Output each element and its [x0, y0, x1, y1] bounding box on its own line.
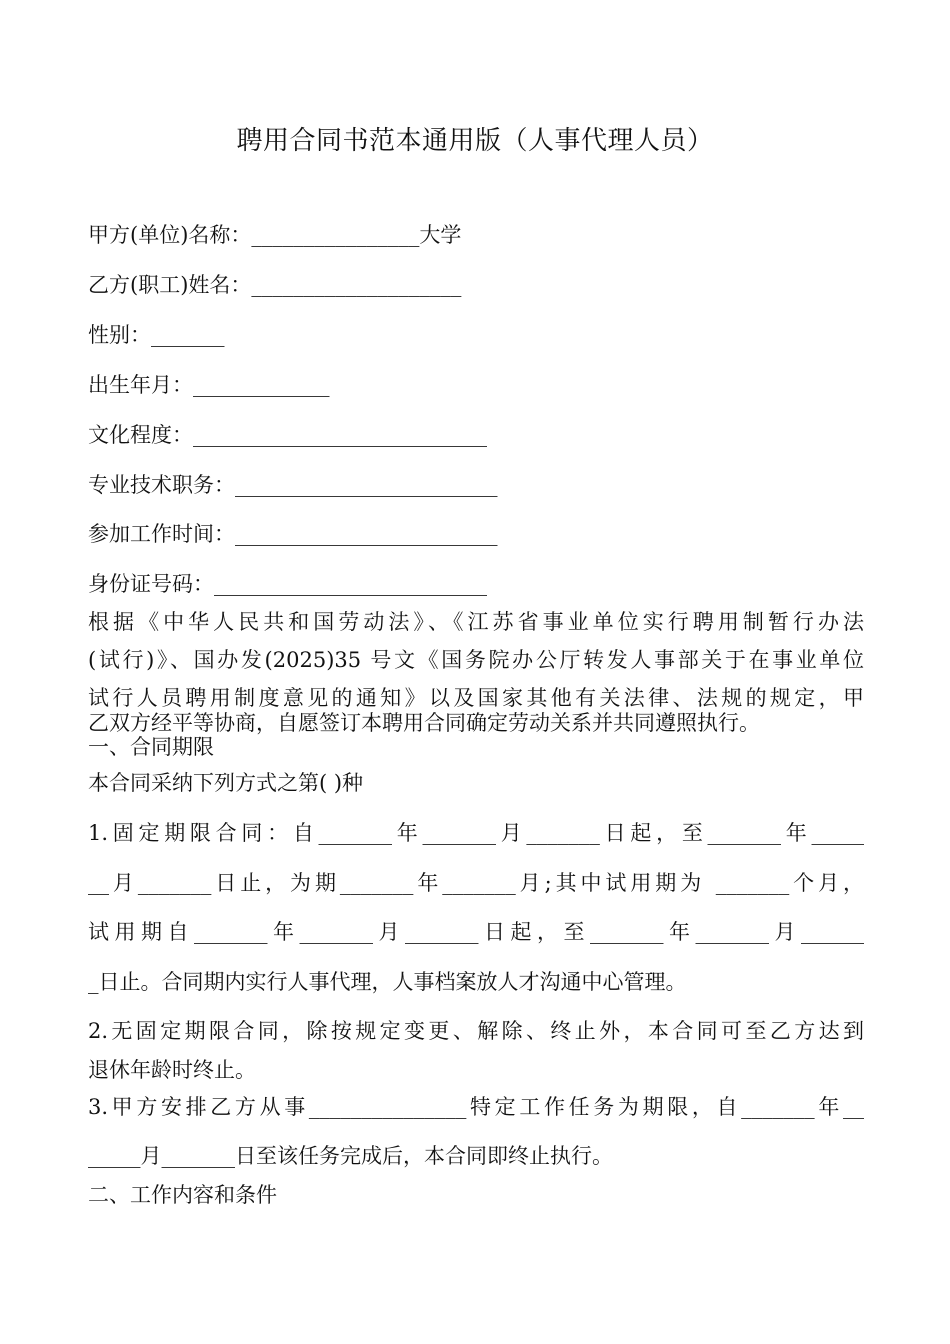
field-professional-title: 专业技术职务：_________________________ [88, 473, 498, 497]
clause-2-line: 退休年龄时终止。 [88, 1058, 256, 1082]
section-heading: 一、合同期限 [88, 735, 214, 759]
clause-3-line: 3.甲方安排乙方从事_______________特定工作任务为期限，自_______年__ [88, 1095, 864, 1119]
preamble-line: 根据《中华人民共和国劳动法》、《江苏省事业单位实行聘用制暂行办法 [88, 610, 864, 634]
clause-2-line: 2.无固定期限合同，除按规定变更、解除、终止外，本合同可至乙方达到 [88, 1019, 864, 1043]
field-gender: 性别：_______ [88, 323, 225, 347]
clause-1-line: _日止。合同期内实行人事代理，人事档案放人才沟通中心管理。 [88, 970, 687, 994]
clause-3-line: _____月_______日至该任务完成后，本合同即终止执行。 [88, 1144, 613, 1168]
document-title: 聘用合同书范本通用版（人事代理人员） [236, 126, 714, 156]
field-employer-name: 甲方(单位)名称：________________大学 [88, 223, 462, 247]
section-heading: 二、工作内容和条件 [88, 1183, 277, 1207]
clause-1-line: 1.固定期限合同：自_______年_______月_______日起，至_______年_____ [88, 821, 864, 845]
preamble-line: 试行人员聘用制度意见的通知》以及国家其他有关法律、法规的规定，甲 [88, 686, 864, 710]
preamble-line: 乙双方经平等协商，自愿签订本聘用合同确定劳动关系并共同遵照执行。 [88, 711, 760, 735]
field-id-number: 身份证号码：__________________________ [88, 572, 487, 596]
field-education: 文化程度：____________________________ [88, 423, 487, 447]
section-intro: 本合同采纳下列方式之第( )种 [88, 771, 364, 795]
field-work-start-date: 参加工作时间：_________________________ [88, 522, 498, 546]
field-birth-date: 出生年月：_____________ [88, 373, 330, 397]
preamble-line: (试行)》、国办发(2025)35 号文《国务院办公厅转发人事部关于在事业单位 [88, 648, 864, 672]
clause-1-line: __月_______日止，为期_______年_______月;其中试用期为 _______个月， [88, 871, 864, 895]
field-employee-name: 乙方(职工)姓名：____________________ [88, 273, 462, 297]
clause-1-line: 试用期自_______年_______月_______日起，至_______年_______月______ [88, 920, 864, 944]
